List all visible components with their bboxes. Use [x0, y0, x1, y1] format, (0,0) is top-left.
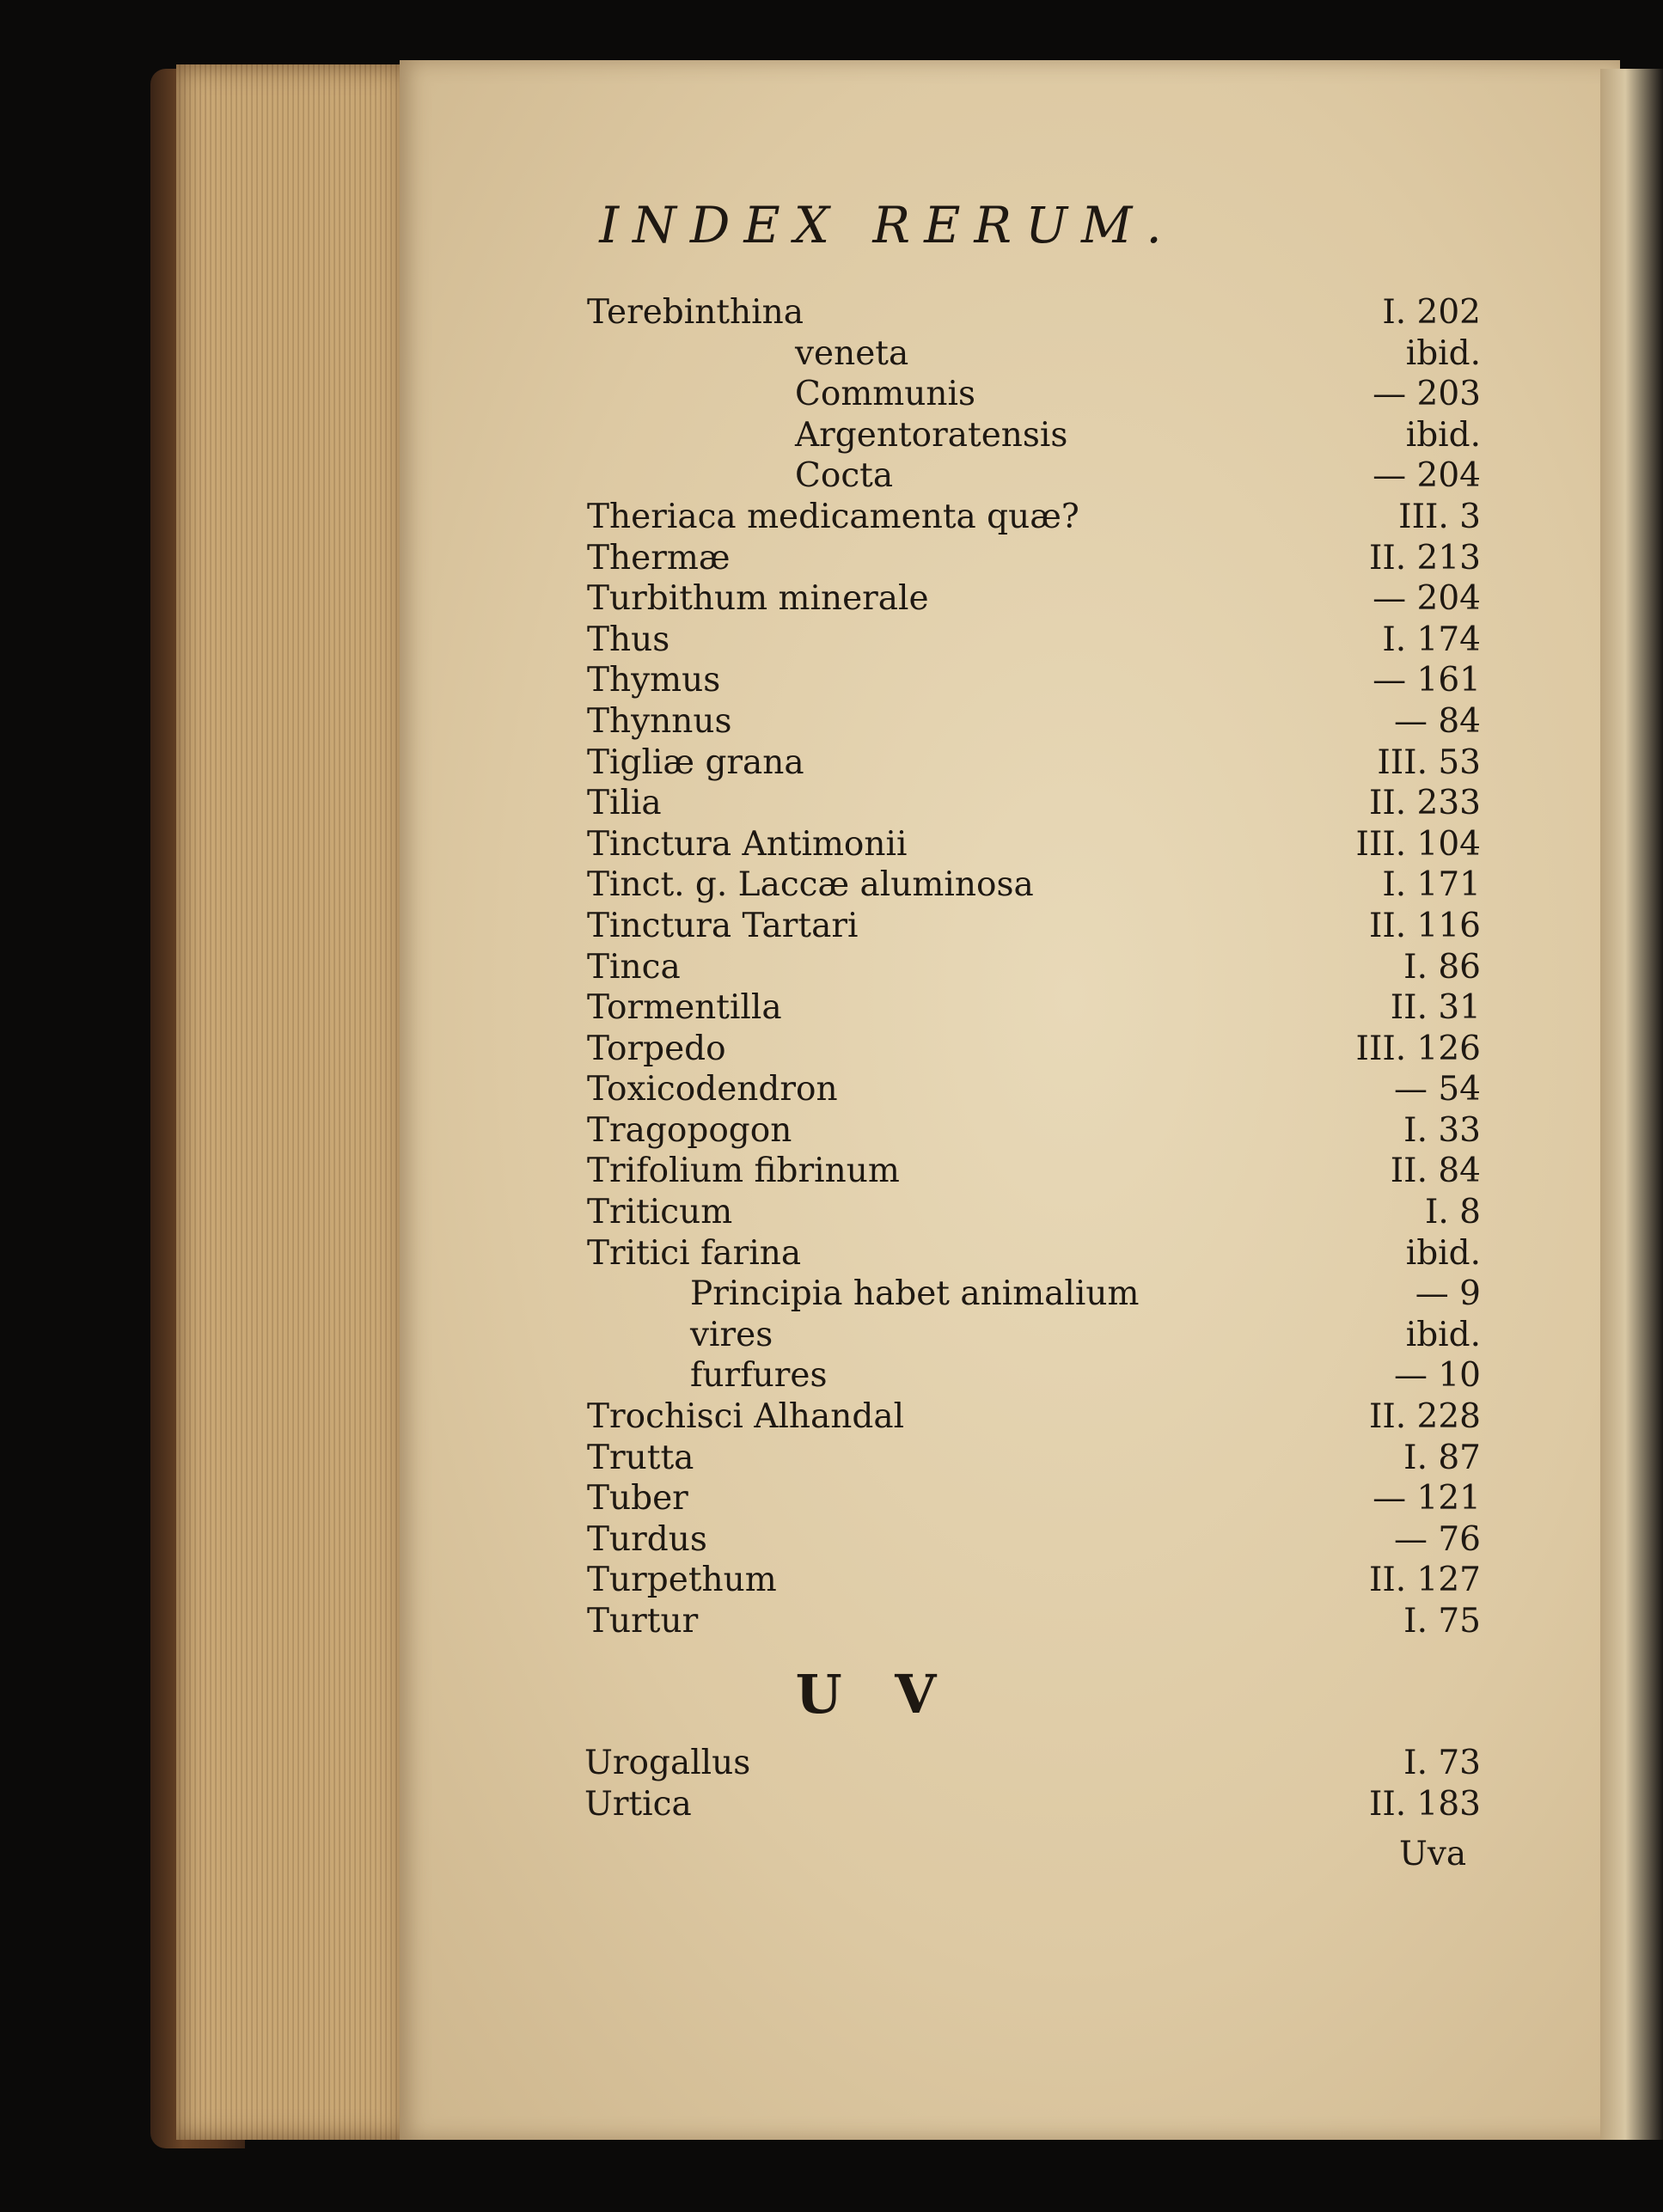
index-entry: [587, 947, 1481, 988]
page-gutter: [1600, 69, 1663, 2140]
entry-reference: I. 87: [1403, 1438, 1481, 1477]
entry-term: veneta: [795, 333, 909, 373]
entry-reference: I. 75: [1403, 1602, 1481, 1641]
entry-reference: — 10: [1393, 1356, 1481, 1396]
index-entry: [587, 497, 1481, 538]
index-entry: [587, 1069, 1481, 1110]
index-entries: [587, 292, 1481, 1856]
entry-reference: — 84: [1393, 701, 1481, 741]
index-entry: [587, 1601, 1481, 1642]
index-entry: [587, 374, 1481, 415]
entry-term: furfures: [690, 1356, 828, 1396]
entry-term: Terebinthina: [587, 293, 804, 332]
entry-term: vires: [690, 1315, 773, 1354]
entry-term: Tilia: [587, 784, 662, 823]
index-entry: [584, 1744, 1481, 1785]
index-entry: [587, 1355, 1481, 1396]
index-entry: [587, 1151, 1481, 1192]
entry-reference: — 9: [1415, 1274, 1481, 1314]
entry-reference: — 54: [1393, 1070, 1481, 1109]
index-entry: [587, 1192, 1481, 1233]
entry-term: Tragopogon: [587, 1110, 792, 1150]
entry-reference: I. 171: [1382, 865, 1481, 905]
entry-reference: — 121: [1373, 1479, 1481, 1518]
catchword: Uva: [1399, 1835, 1467, 1873]
entry-reference: I. 202: [1382, 293, 1481, 332]
entry-reference: III. 53: [1377, 742, 1481, 782]
entry-term: Trochisci Alhandal: [587, 1397, 905, 1437]
entry-reference: — 204: [1373, 456, 1481, 496]
entry-term: Tinctura Tartari: [587, 906, 859, 945]
index-entry: [587, 987, 1481, 1029]
entry-reference: III. 3: [1398, 497, 1481, 536]
entry-term: Tuber: [587, 1479, 688, 1518]
entry-term: Tinca: [587, 947, 681, 987]
index-entry: [587, 865, 1481, 906]
entry-term: Thus: [587, 620, 670, 659]
index-entry: [587, 660, 1481, 701]
entry-term: Triticum: [587, 1193, 733, 1232]
entry-term: Turdus: [587, 1519, 707, 1559]
entry-reference: ibid.: [1405, 415, 1481, 455]
entry-reference: III. 104: [1355, 824, 1481, 864]
entry-term: Tinctura Antimonii: [587, 824, 908, 864]
index-entry: [587, 1396, 1481, 1438]
entry-term: Turbithum minerale: [587, 579, 929, 619]
index-entry: [584, 1785, 1481, 1826]
entry-term: Urogallus: [584, 1744, 751, 1782]
index-entry: [587, 1315, 1481, 1356]
entry-term: Thermæ: [587, 538, 731, 577]
entry-reference: I. 33: [1403, 1110, 1481, 1150]
entry-reference: I. 86: [1403, 947, 1481, 987]
entry-reference: I. 8: [1424, 1193, 1481, 1232]
entry-reference: ibid.: [1405, 1315, 1481, 1354]
index-entry: [587, 538, 1481, 579]
entry-reference: — 161: [1373, 661, 1481, 700]
entry-term: Urtica: [584, 1785, 692, 1824]
entry-reference: — 76: [1393, 1519, 1481, 1559]
entry-term: Tinct. g. Laccæ aluminosa: [587, 865, 1034, 905]
index-entry: [587, 1029, 1481, 1070]
index-entry: [587, 1438, 1481, 1479]
entry-reference: — 204: [1373, 579, 1481, 619]
entry-term: Trifolium fibrinum: [587, 1152, 900, 1191]
entry-reference: II. 213: [1368, 538, 1481, 577]
entry-reference: II. 228: [1368, 1397, 1481, 1437]
entry-term: Toxicodendron: [587, 1070, 838, 1109]
index-entry: [587, 742, 1481, 784]
index-entry: [587, 1274, 1481, 1315]
page-title: INDEX RERUM.: [599, 196, 1176, 254]
entry-term: Turpethum: [587, 1561, 777, 1600]
entry-term: Communis: [795, 375, 976, 414]
index-entry: [587, 333, 1481, 375]
section-letter-heading: U V: [795, 1663, 954, 1726]
index-entry: [587, 578, 1481, 620]
entry-term: Thynnus: [587, 701, 732, 741]
entry-term: Thymus: [587, 661, 721, 700]
index-entry: [587, 620, 1481, 661]
entry-reference: II. 233: [1368, 784, 1481, 823]
entry-term: Tormentilla: [587, 988, 782, 1028]
entry-term: Argentoratensis: [795, 415, 1068, 455]
entry-reference: I. 73: [1403, 1744, 1481, 1782]
entry-reference: II. 116: [1368, 906, 1481, 945]
entry-term: Tigliæ grana: [587, 742, 804, 782]
entry-term: Tritici farina: [587, 1233, 802, 1273]
entry-reference: — 203: [1373, 375, 1481, 414]
entry-term: Torpedo: [587, 1029, 726, 1068]
entry-reference: II. 31: [1390, 988, 1481, 1028]
entry-term: Principia habet animalium: [690, 1274, 1140, 1314]
entry-reference: II. 84: [1390, 1152, 1481, 1191]
index-entry: [587, 1110, 1481, 1152]
entry-reference: ibid.: [1405, 1233, 1481, 1273]
entry-reference: II. 127: [1368, 1561, 1481, 1600]
index-entry: [587, 701, 1481, 742]
index-entry: [587, 415, 1481, 456]
entry-reference: II. 183: [1368, 1785, 1481, 1824]
index-entry: [587, 1560, 1481, 1601]
entry-reference: ibid.: [1405, 333, 1481, 373]
index-entry: [587, 1478, 1481, 1519]
index-entry: [587, 1519, 1481, 1561]
index-entry: [587, 455, 1481, 497]
entry-term: Turtur: [587, 1602, 699, 1641]
entry-term: Trutta: [587, 1438, 694, 1477]
entry-term: Theriaca medicamenta quæ?: [587, 497, 1079, 536]
entry-reference: I. 174: [1382, 620, 1481, 659]
index-entry: [587, 783, 1481, 824]
index-entry: [587, 1233, 1481, 1274]
index-entry: [587, 292, 1481, 333]
entry-reference: III. 126: [1355, 1029, 1481, 1068]
entry-term: Cocta: [795, 456, 894, 496]
page-stack-edge: [176, 64, 408, 2140]
index-entry: [587, 824, 1481, 865]
index-entry: [587, 906, 1481, 947]
